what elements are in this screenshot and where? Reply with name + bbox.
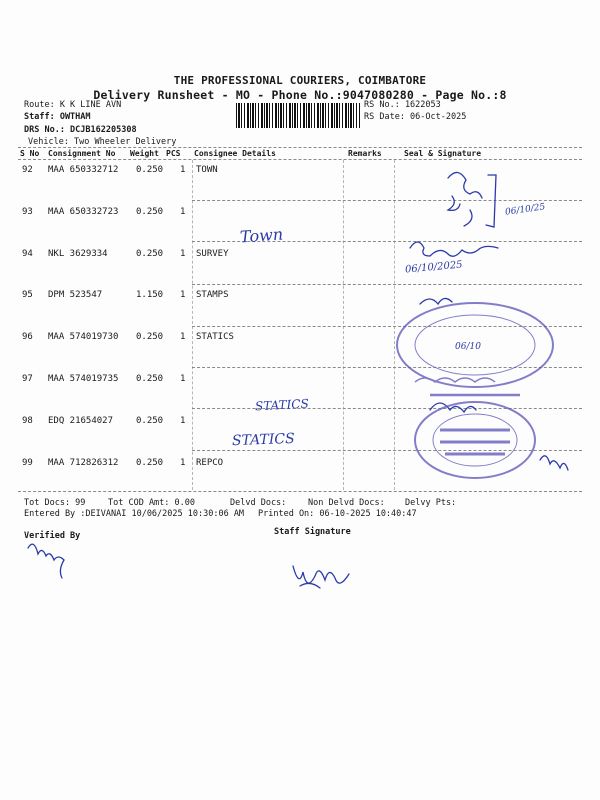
row-weight: 0.250 (136, 458, 164, 468)
row-weight: 0.250 (136, 416, 164, 426)
printed-on: Printed On: 06-10-2025 10:40:47 (258, 509, 417, 519)
col-pcs: PCS (166, 149, 181, 158)
row-details: STAMPS (196, 290, 229, 300)
row-pcs: 1 (180, 207, 186, 217)
runsheet-title: Delivery Runsheet - MO - Phone No.:9047080280 - Page No.:8 (93, 88, 507, 102)
row-sno: 95 (22, 290, 33, 300)
total-cod: Tot COD Amt: 0.00 (108, 498, 195, 508)
total-docs: Tot Docs: 99 (24, 498, 86, 508)
col-consignee: Consignee Details (194, 149, 276, 158)
row-sno: 92 (22, 165, 33, 175)
row-weight: 0.250 (136, 165, 164, 175)
row-sno: 94 (22, 249, 33, 259)
row-pcs: 1 (180, 458, 186, 468)
rs-number: RS No.: 1622053 (364, 100, 441, 110)
row-consignment: NKL 3629334 (48, 249, 108, 259)
row-pcs: 1 (180, 416, 186, 426)
company-title: THE PROFESSIONAL COURIERS, COIMBATORE (173, 74, 427, 87)
handwritten-statics: STATICS (254, 396, 310, 414)
row-sno: 97 (22, 374, 33, 384)
row-consignment: DPM 523547 (48, 290, 103, 300)
row-consignment: MAA 650332712 (48, 165, 119, 175)
row-sno: 99 (22, 458, 33, 468)
row-sno: 93 (22, 207, 33, 217)
row-weight: 0.250 (136, 374, 164, 384)
row-weight: 1.150 (136, 290, 164, 300)
handwritten-town: Town (239, 224, 284, 247)
entered-by: Entered By :DEIVANAI 10/06/2025 10:30:06 AM (24, 509, 245, 519)
verified-by-label: Verified By (24, 531, 81, 541)
delivered-docs: Delvd Docs: (230, 498, 287, 508)
handwritten-date: 06/10/25 (504, 202, 546, 218)
row-weight: 0.250 (136, 332, 164, 342)
row-weight: 0.250 (136, 249, 164, 259)
row-consignment: MAA 712826312 (48, 458, 119, 468)
row-consignment: MAA 650332723 (48, 207, 119, 217)
col-remarks: Remarks (348, 149, 382, 158)
col-sno: S No (20, 149, 40, 158)
row-pcs: 1 (180, 290, 186, 300)
drs-number: DRS No.: DCJB162205308 (24, 125, 137, 135)
row-details: SURVEY (196, 249, 229, 259)
row-consignment: EDQ 21654027 (48, 416, 114, 426)
delivery-points: Delvy Pts: (405, 498, 457, 508)
row-consignment: MAA 574019730 (48, 332, 119, 342)
col-weight: Weight (130, 149, 159, 158)
row-weight: 0.250 (136, 207, 164, 217)
handwritten-statics: STATICS (231, 430, 295, 450)
row-consignment: MAA 574019735 (48, 374, 119, 384)
col-consignment: Consignment No (48, 149, 116, 158)
stamp-date: 06/10 (455, 342, 481, 352)
row-pcs: 1 (180, 165, 186, 175)
route-label: Route: K K LINE AVN (24, 100, 122, 110)
row-sno: 96 (22, 332, 33, 342)
row-sno: 98 (22, 416, 33, 426)
non-delivered-docs: Non Delvd Docs: (308, 498, 385, 508)
row-details: REPCO (196, 458, 224, 468)
staff-signature-label: Staff Signature (274, 527, 351, 537)
rs-date: RS Date: 06-Oct-2025 (364, 112, 467, 122)
vehicle-label: Vehicle: Two Wheeler Delivery (28, 137, 177, 147)
staff-label: Staff: OWTHAM (24, 112, 91, 122)
row-pcs: 1 (180, 332, 186, 342)
row-pcs: 1 (180, 249, 186, 259)
row-pcs: 1 (180, 374, 186, 384)
handwritten-date: 06/10/2025 (404, 259, 464, 276)
col-seal: Seal & Signature (404, 149, 482, 158)
row-details: STATICS (196, 332, 234, 342)
row-details: TOWN (196, 165, 218, 175)
